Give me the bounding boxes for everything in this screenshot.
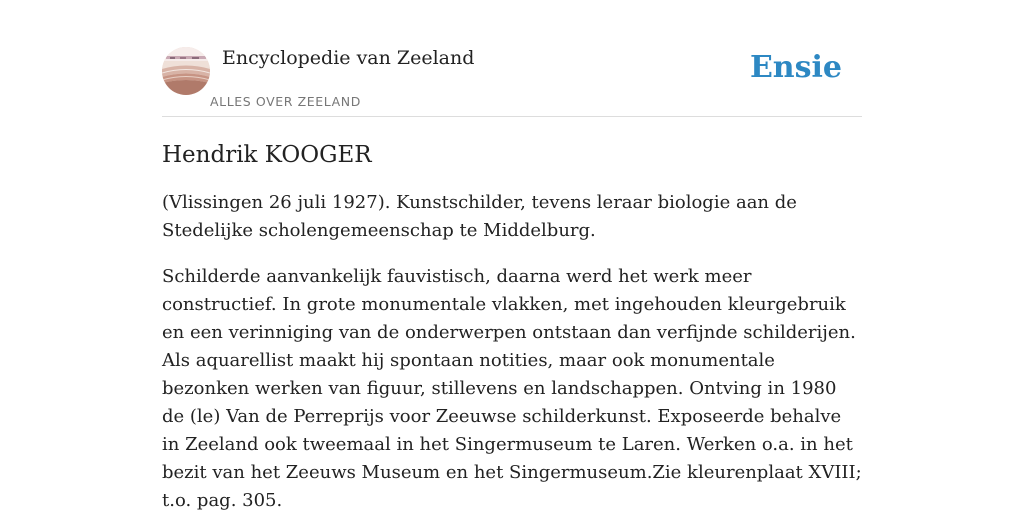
article-title: Hendrik KOOGER bbox=[162, 142, 372, 168]
site-subtitle: ALLES OVER ZEELAND bbox=[210, 94, 361, 109]
encyclopedia-avatar[interactable] bbox=[162, 47, 210, 95]
article bbox=[162, 140, 862, 512]
article-paragraph-intro: (Vlissingen 26 juli 1927). Kunstschilder, tevens leraar biologie aan de Stedelijke scholengemeenschap te Middelburg. bbox=[162, 192, 797, 241]
site-title-link[interactable]: Encyclopedie van Zeeland bbox=[222, 47, 475, 69]
article-paragraph-body: Schilderde aanvankelijk fauvistisch, daarna werd het werk meer constructief. In grote monumentale vlakken, met ingehouden kleurgebruik en een verinniging van de onderwerpen ontstaan dan verfijnde schilderijen. Als aquarellist maakt hij spontaan notities, maar ook monumentale bezonken werken van figuur, stillevens en landschappen. Ontving in 1980 de (le) Van de Perreprijs voor Zeeuwse schilderkunst. Exposeerde behalve in Zeeland ook tweemaal in het Singermuseum te Laren. Werken o.a. in het bezit van het Zeeuws Museum en het Singermuseum.Zie kleurenplaat XVIII; t.o. pag. 305. bbox=[162, 266, 862, 511]
site-header bbox=[162, 44, 862, 117]
book-pages-image bbox=[162, 47, 210, 95]
ensie-logo-link[interactable]: Ensie bbox=[749, 50, 842, 85]
